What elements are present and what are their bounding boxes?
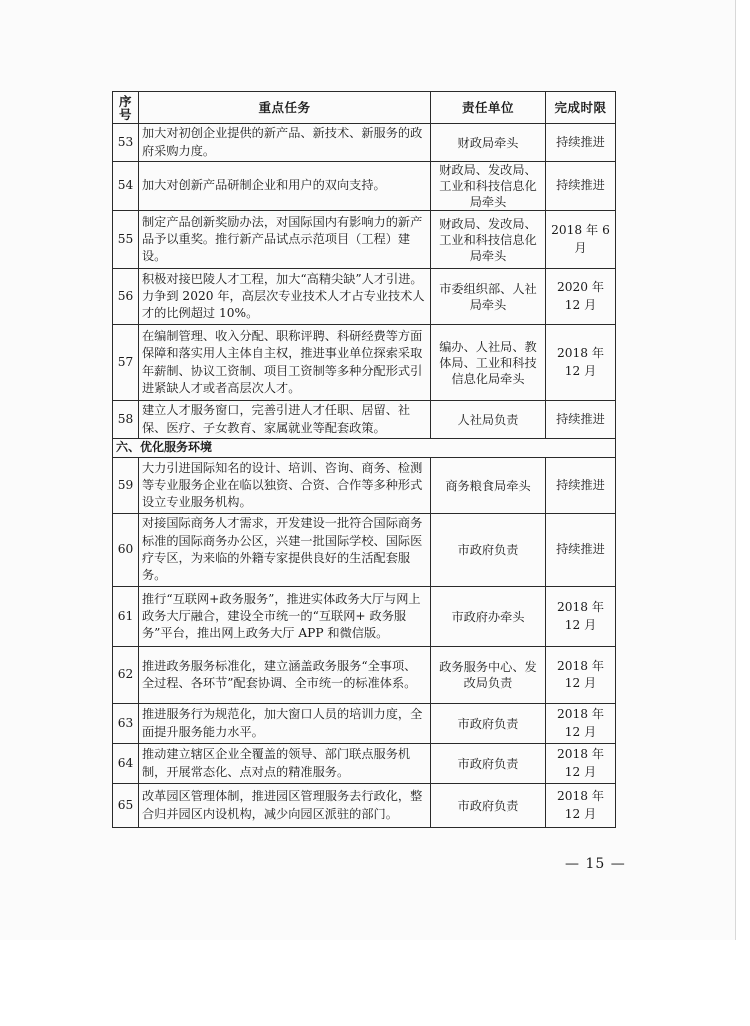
row-num: 57	[113, 325, 139, 401]
table-header-row	[113, 92, 616, 124]
table-row	[113, 269, 616, 325]
row-date: 2018 年 12 月	[546, 744, 616, 784]
row-task: 大力引进国际知名的设计、培训、咨询、商务、检测等专业服务企业在临以独资、合资、合作等多种形式设立专业服务机构。	[139, 458, 431, 514]
row-date: 持续推进	[546, 401, 616, 439]
row-unit: 政务服务中心、发改局负责	[431, 647, 546, 704]
table-row	[113, 211, 616, 269]
row-num: 62	[113, 647, 139, 704]
row-unit: 市政府负责	[431, 704, 546, 744]
table-row	[113, 744, 616, 784]
row-task: 制定产品创新奖励办法，对国际国内有影响力的新产品予以重奖。推行新产品试点示范项目（工程）建设。	[139, 211, 431, 269]
table-row	[113, 401, 616, 439]
row-task: 积极对接巴陵人才工程，加大“高精尖缺”人才引进。力争到 2020 年，高层次专业技术人才占专业技术人才的比例超过 10%。	[139, 269, 431, 325]
row-unit: 市政府负责	[431, 514, 546, 587]
table-row	[113, 514, 616, 587]
row-unit: 编办、人社局、教体局、工业和科技信息化局牵头	[431, 325, 546, 401]
row-unit: 财政局、发改局、工业和科技信息化局牵头	[431, 211, 546, 269]
row-date: 2020 年 12 月	[546, 269, 616, 325]
row-num: 64	[113, 744, 139, 784]
table-row	[113, 647, 616, 704]
page-number: — 15 —	[565, 856, 626, 872]
row-date: 2018 年 12 月	[546, 325, 616, 401]
row-date: 持续推进	[546, 514, 616, 587]
row-unit: 商务粮食局牵头	[431, 458, 546, 514]
key-tasks-table	[112, 91, 616, 828]
row-task: 对接国际商务人才需求，开发建设一批符合国际商务标准的国际商务办公区，兴建一批国际学校、国际医疗专区，为来临的外籍专家提供良好的生活配套服务。	[139, 514, 431, 587]
header-task: 重点任务	[139, 92, 431, 124]
row-date: 持续推进	[546, 124, 616, 162]
row-num: 65	[113, 784, 139, 828]
row-num: 56	[113, 269, 139, 325]
table-row	[113, 784, 616, 828]
row-task: 建立人才服务窗口，完善引进人才任职、居留、社保、医疗、子女教育、家属就业等配套政策。	[139, 401, 431, 439]
row-num: 59	[113, 458, 139, 514]
row-task: 加大对初创企业提供的新产品、新技术、新服务的政府采购力度。	[139, 124, 431, 162]
header-date: 完成时限	[546, 92, 616, 124]
row-task: 推进服务行为规范化，加大窗口人员的培训力度，全面提升服务能力水平。	[139, 704, 431, 744]
row-unit: 市政府负责	[431, 784, 546, 828]
row-unit: 财政局、发改局、工业和科技信息化局牵头	[431, 162, 546, 211]
row-unit: 市政府办牵头	[431, 587, 546, 647]
row-date: 2018 年 12 月	[546, 587, 616, 647]
table-row	[113, 704, 616, 744]
row-num: 58	[113, 401, 139, 439]
row-date: 持续推进	[546, 458, 616, 514]
row-num: 63	[113, 704, 139, 744]
row-unit: 市政府负责	[431, 744, 546, 784]
table-row	[113, 325, 616, 401]
row-task: 推动建立辖区企业全覆盖的领导、部门联点服务机制，开展常态化、点对点的精准服务。	[139, 744, 431, 784]
row-num: 54	[113, 162, 139, 211]
row-unit: 人社局负责	[431, 401, 546, 439]
table-row	[113, 162, 616, 211]
row-date: 2018 年 6 月	[546, 211, 616, 269]
table-row	[113, 124, 616, 162]
row-num: 60	[113, 514, 139, 587]
row-date: 持续推进	[546, 162, 616, 211]
header-unit: 责任单位	[431, 92, 546, 124]
row-task: 推进政务服务标准化，建立涵盖政务服务“全事项、全过程、各环节”配套协调、全市统一的标准体系。	[139, 647, 431, 704]
table-row	[113, 587, 616, 647]
row-unit: 市委组织部、人社局牵头	[431, 269, 546, 325]
row-num: 55	[113, 211, 139, 269]
section-row	[113, 439, 616, 458]
row-task: 改革园区管理体制，推进园区管理服务去行政化，整合归并园区内设机构，减少向园区派驻的部门。	[139, 784, 431, 828]
row-date: 2018 年 12 月	[546, 647, 616, 704]
row-num: 61	[113, 587, 139, 647]
row-unit: 财政局牵头	[431, 124, 546, 162]
row-task: 在编制管理、收入分配、职称评聘、科研经费等方面保障和落实用人主体自主权，推进事业单位探索采取年薪制、协议工资制、项目工资制等多种分配形式引进紧缺人才或者高层次人才。	[139, 325, 431, 401]
row-num: 53	[113, 124, 139, 162]
row-date: 2018 年 12 月	[546, 704, 616, 744]
table-row	[113, 458, 616, 514]
row-task: 加大对创新产品研制企业和用户的双向支持。	[139, 162, 431, 211]
section-heading: 六、优化服务环境	[113, 439, 616, 458]
row-task: 推行“互联网+政务服务”，推进实体政务大厅与网上政务大厅融合，建设全市统一的“互联网+ 政务服务”平台，推出网上政务大厅 APP 和微信版。	[139, 587, 431, 647]
header-num: 序号	[113, 92, 139, 124]
row-date: 2018 年 12 月	[546, 784, 616, 828]
